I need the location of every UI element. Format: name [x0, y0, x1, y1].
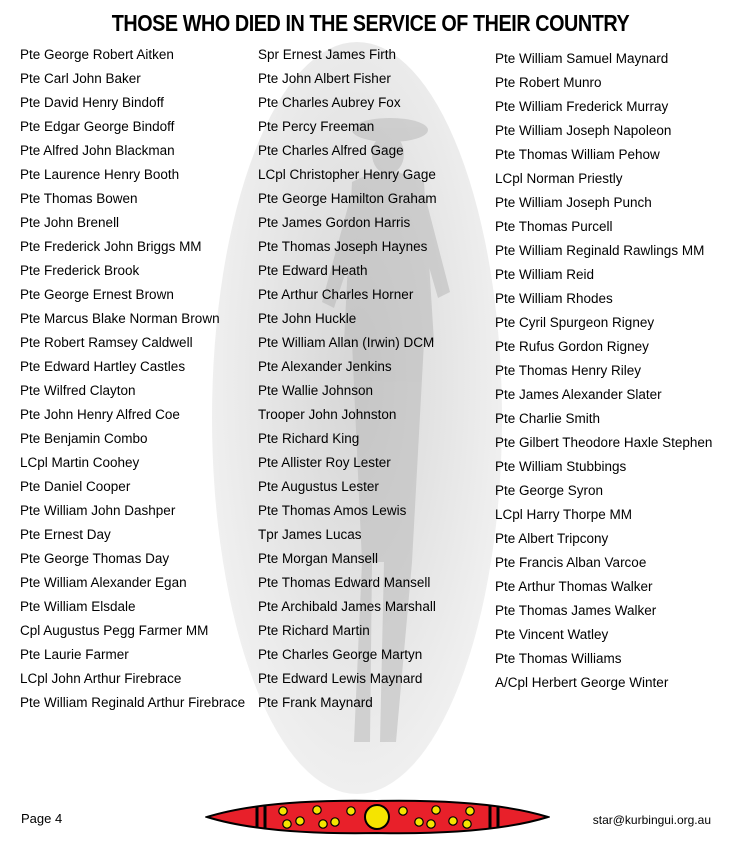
names-column-2: [258, 43, 437, 715]
name-entry: Pte William Rhodes: [495, 291, 613, 306]
name-entry: Pte William Joseph Punch: [495, 195, 652, 210]
name-entry: Pte Edward Hartley Castles: [20, 359, 186, 374]
name-entry: Pte Morgan Mansell: [258, 551, 379, 566]
name-entry: Pte John Brenell: [20, 215, 120, 230]
name-entry: Pte Augustus Lester: [258, 479, 379, 494]
name-entry: Pte Allister Roy Lester: [258, 455, 391, 470]
name-entry: Pte John Henry Alfred Coe: [20, 407, 180, 422]
name-entry: Pte George Thomas Day: [20, 551, 170, 566]
name-entry: Pte William John Dashper: [20, 503, 176, 518]
name-entry: Pte George Syron: [495, 483, 604, 498]
name-entry: Pte Thomas Edward Mansell: [258, 575, 431, 590]
name-entry: Pte Charles George Martyn: [258, 647, 423, 662]
name-entry: Pte Vincent Watley: [495, 627, 609, 642]
name-entry: Pte Thomas Henry Riley: [495, 363, 642, 378]
name-entry: LCpl Harry Thorpe MM: [495, 507, 633, 522]
names-column-3: [495, 47, 712, 695]
name-entry: Pte Robert Munro: [495, 75, 602, 90]
name-entry: LCpl Christopher Henry Gage: [258, 167, 436, 182]
boomerang-emblem: [205, 795, 550, 837]
name-entry: Pte David Henry Bindoff: [20, 95, 164, 110]
name-entry: Pte Robert Ramsey Caldwell: [20, 335, 193, 350]
name-entry: Pte Marcus Blake Norman Brown: [20, 311, 220, 326]
name-entry: Pte James Gordon Harris: [258, 215, 411, 230]
name-entry: Pte Edward Heath: [258, 263, 368, 278]
name-entry: Tpr James Lucas: [258, 527, 362, 542]
name-entry: Pte Thomas Bowen: [20, 191, 138, 206]
name-entry: Pte George Hamilton Graham: [258, 191, 437, 206]
name-entry: Pte William Alexander Egan: [20, 575, 187, 590]
name-entry: Pte William Joseph Napoleon: [495, 123, 672, 138]
name-entry: Pte Archibald James Marshall: [258, 599, 436, 614]
name-entry: Pte Frederick John Briggs MM: [20, 239, 202, 254]
name-entry: Pte Albert Tripcony: [495, 531, 609, 546]
name-entry: Pte Francis Alban Varcoe: [495, 555, 647, 570]
name-entry: Pte Benjamin Combo: [20, 431, 148, 446]
name-entry: Pte Charles Aubrey Fox: [258, 95, 401, 110]
name-entry: Pte Wilfred Clayton: [20, 383, 136, 398]
name-entry: Pte Thomas Purcell: [495, 219, 613, 234]
name-entry: Pte Alexander Jenkins: [258, 359, 392, 374]
name-entry: Pte Carl John Baker: [20, 71, 141, 86]
name-entry: Trooper John Johnston: [258, 407, 397, 422]
name-entry: Pte Richard Martin: [258, 623, 370, 638]
name-entry: Pte William Samuel Maynard: [495, 51, 669, 66]
name-entry: Pte Thomas James Walker: [495, 603, 657, 618]
name-entry: Pte Charlie Smith: [495, 411, 601, 426]
name-entry: Cpl Augustus Pegg Farmer MM: [20, 623, 209, 638]
name-entry: Pte Gilbert Theodore Haxle Stephen: [495, 435, 713, 450]
name-entry: Pte Alfred John Blackman: [20, 143, 175, 158]
name-entry: Pte George Ernest Brown: [20, 287, 174, 302]
name-entry: Pte William Reginald Rawlings MM: [495, 243, 705, 258]
name-entry: LCpl John Arthur Firebrace: [20, 671, 182, 686]
name-entry: Pte Cyril Spurgeon Rigney: [495, 315, 655, 330]
contact-email: star@kurbingui.org.au: [592, 813, 711, 827]
name-entry: Pte Ernest Day: [20, 527, 111, 542]
name-entry: Pte William Stubbings: [495, 459, 627, 474]
page-title: THOSE WHO DIED IN THE SERVICE OF THEIR COUNTRY: [111, 10, 630, 36]
name-entry: Pte William Allan (Irwin) DCM: [258, 335, 435, 350]
name-entry: Pte Charles Alfred Gage: [258, 143, 404, 158]
name-entry: LCpl Norman Priestly: [495, 171, 623, 186]
name-entry: Pte Laurence Henry Booth: [20, 167, 180, 182]
name-entry: Pte Frederick Brook: [20, 263, 140, 278]
name-entry: Pte Frank Maynard: [258, 695, 373, 710]
name-entry: Pte Thomas William Pehow: [495, 147, 660, 162]
name-entry: Pte Arthur Thomas Walker: [495, 579, 653, 594]
name-entry: Pte George Robert Aitken: [20, 47, 174, 62]
name-entry: Pte William Elsdale: [20, 599, 136, 614]
name-entry: LCpl Martin Coohey: [20, 455, 140, 470]
name-entry: A/Cpl Herbert George Winter: [495, 675, 669, 690]
name-entry: Pte Percy Freeman: [258, 119, 375, 134]
name-entry: Pte Rufus Gordon Rigney: [495, 339, 649, 354]
name-entry: Pte James Alexander Slater: [495, 387, 662, 402]
page-number: Page 4: [21, 811, 63, 826]
name-entry: Pte John Huckle: [258, 311, 357, 326]
name-entry: Pte Edgar George Bindoff: [20, 119, 175, 134]
name-entry: Pte William Reid: [495, 267, 595, 282]
name-entry: Pte Edward Lewis Maynard: [258, 671, 423, 686]
name-entry: Pte Thomas Williams: [495, 651, 622, 666]
name-entry: Pte Laurie Farmer: [20, 647, 129, 662]
name-entry: Pte Thomas Joseph Haynes: [258, 239, 428, 254]
name-entry: Pte William Reginald Arthur Firebrace: [20, 695, 246, 710]
name-entry: Pte Richard King: [258, 431, 360, 446]
name-entry: Pte Arthur Charles Horner: [258, 287, 414, 302]
name-entry: Pte John Albert Fisher: [258, 71, 391, 86]
name-entry: Pte Wallie Johnson: [258, 383, 374, 398]
name-entry: Pte Daniel Cooper: [20, 479, 131, 494]
name-entry: Pte William Frederick Murray: [495, 99, 669, 114]
names-column-1: [20, 43, 245, 715]
name-entry: Pte Thomas Amos Lewis: [258, 503, 407, 518]
name-entry: Spr Ernest James Firth: [258, 47, 397, 62]
